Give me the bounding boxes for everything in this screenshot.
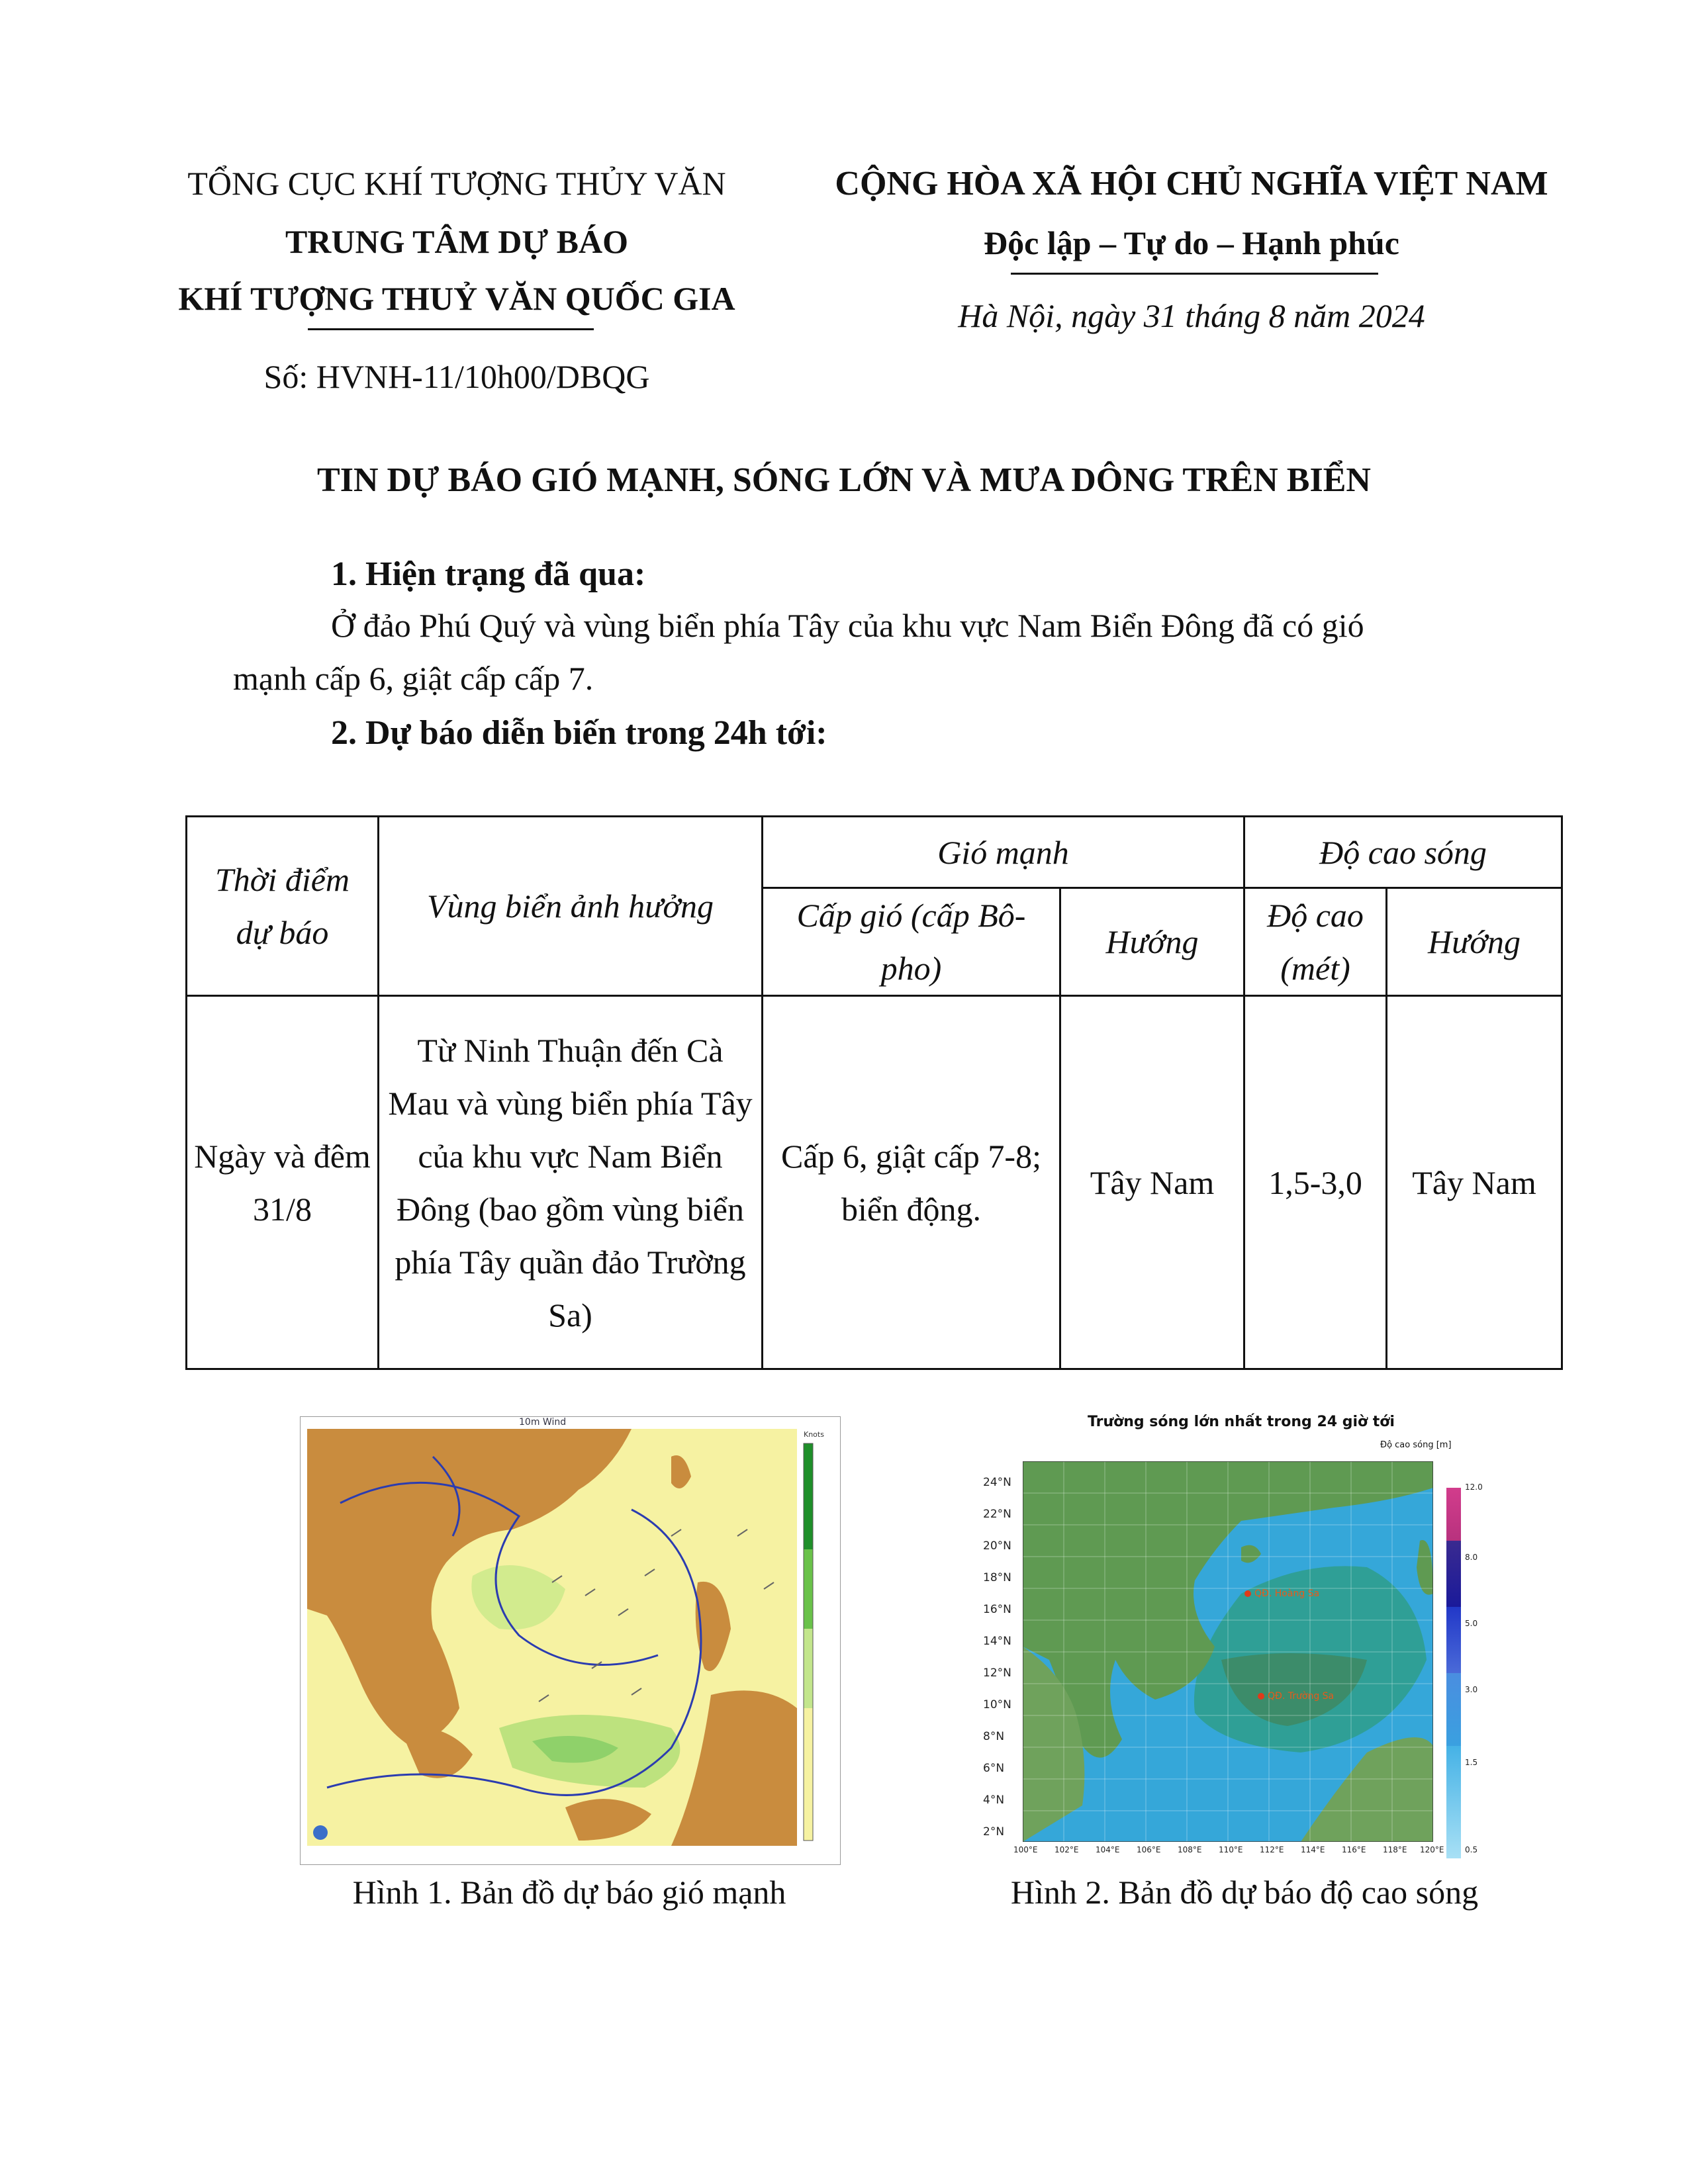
lat-label: 20°N (983, 1539, 1011, 1553)
lat-label: 22°N (983, 1508, 1011, 1521)
lon-label: 102°E (1055, 1845, 1079, 1854)
label-truong-sa: QĐ. Trường Sa (1268, 1691, 1335, 1702)
wave-legend-tick: 8.0 (1465, 1553, 1478, 1562)
lat-label: 18°N (983, 1571, 1011, 1584)
wave-legend-bar (1446, 1488, 1461, 1858)
lat-label: 4°N (983, 1794, 1005, 1807)
lon-label: 118°E (1383, 1845, 1407, 1854)
wind-forecast-map (300, 1416, 841, 1865)
wave-legend-tick: 3.0 (1465, 1685, 1478, 1694)
country-name: CỘNG HÒA XÃ HỘI CHỦ NGHĨA VIỆT NAM (835, 165, 1548, 203)
figure1-caption: Hình 1. Bản đồ dự báo gió mạnh (352, 1874, 786, 1911)
lat-label: 14°N (983, 1635, 1011, 1648)
lat-label: 8°N (983, 1730, 1005, 1743)
header-wave-height: Độ cao (mét) (1244, 888, 1387, 996)
section1-text-line1: Ở đảo Phú Quý và vùng biển phía Tây của khu vực Nam Biển Đông đã có gió (331, 607, 1364, 644)
header-time: Thời điểm dự báo (187, 817, 379, 996)
doc-number: Số: HVNH-11/10h00/DBQG (263, 358, 650, 395)
agency-line1: TRUNG TÂM DỰ BÁO (285, 223, 629, 260)
forecast-table (185, 815, 1563, 1370)
section1-heading: 1. Hiện trạng đã qua: (331, 555, 646, 593)
cell-time: Ngày và đêm 31/8 (187, 996, 379, 1369)
wave-legend-tick: 5.0 (1465, 1619, 1478, 1628)
header-wind-level: Cấp gió (cấp Bô-pho) (763, 888, 1060, 996)
cell-area: Từ Ninh Thuận đến Cà Mau và vùng biển phía Tây của khu vực Nam Biển Đông (bao gồm vùng biển phía Tây quần đảo Trường Sa) (379, 996, 763, 1369)
table-row (187, 996, 1562, 1369)
wave-map-title: Trường sóng lớn nhất trong 24 giờ tới (1088, 1414, 1395, 1430)
wind-colorbar-label: Knots (804, 1430, 824, 1439)
place-date: Hà Nội, ngày 31 tháng 8 năm 2024 (958, 297, 1425, 334)
header-wind: Gió mạnh (763, 817, 1244, 888)
wave-legend-tick: 0.5 (1465, 1845, 1478, 1854)
wave-legend-tick: 1.5 (1465, 1758, 1478, 1767)
motto-underline (1011, 273, 1378, 275)
cell-wave-direction: Tây Nam (1387, 996, 1562, 1369)
lat-label: 2°N (983, 1825, 1005, 1839)
lat-label: 16°N (983, 1603, 1011, 1616)
header-area: Vùng biển ảnh hưởng (379, 817, 763, 996)
lon-label: 100°E (1013, 1845, 1038, 1854)
lon-label: 106°E (1137, 1845, 1161, 1854)
table-header-row (187, 817, 1562, 888)
lon-label: 108°E (1178, 1845, 1202, 1854)
wind-map-graphic (301, 1417, 840, 1864)
lat-label: 12°N (983, 1666, 1011, 1680)
wave-legend-tick: 12.0 (1465, 1482, 1483, 1492)
section1-text-line2: mạnh cấp 6, giật cấp cấp 7. (233, 660, 594, 697)
lon-label: 110°E (1219, 1845, 1243, 1854)
wave-forecast-map (970, 1408, 1509, 1865)
cell-wind-direction: Tây Nam (1060, 996, 1244, 1369)
cell-wind-level: Cấp 6, giật cấp 7-8; biển động. (763, 996, 1060, 1369)
national-motto: Độc lập – Tự do – Hạnh phúc (984, 224, 1399, 261)
lon-label: 120°E (1420, 1845, 1444, 1854)
lon-label: 114°E (1301, 1845, 1325, 1854)
header-wind-direction: Hướng (1060, 888, 1244, 996)
wind-map-title: 10m Wind (519, 1417, 567, 1428)
cell-wave-height: 1,5-3,0 (1244, 996, 1387, 1369)
lon-label: 116°E (1342, 1845, 1366, 1854)
lat-label: 10°N (983, 1698, 1011, 1711)
header-wave-direction: Hướng (1387, 888, 1562, 996)
lat-label: 6°N (983, 1762, 1005, 1775)
header-wave: Độ cao sóng (1244, 817, 1562, 888)
lat-label: 24°N (983, 1476, 1011, 1489)
lon-label: 112°E (1260, 1845, 1284, 1854)
wave-map-graphic (1023, 1461, 1433, 1842)
agency-line2: KHÍ TƯỢNG THUỶ VĂN QUỐC GIA (178, 280, 735, 317)
lon-label: 104°E (1096, 1845, 1120, 1854)
agency-parent: TỔNG CỤC KHÍ TƯỢNG THỦY VĂN (187, 165, 726, 202)
section2-heading: 2. Dự báo diễn biến trong 24h tới: (331, 714, 827, 752)
label-hoang-sa: QĐ. Hoàng Sa (1254, 1588, 1320, 1599)
wave-legend-title: Độ cao sóng [m] (1380, 1440, 1452, 1450)
agency-underline (308, 328, 594, 330)
figure2-caption: Hình 2. Bản đồ dự báo độ cao sóng (1010, 1874, 1479, 1911)
document-title: TIN DỰ BÁO GIÓ MẠNH, SÓNG LỚN VÀ MƯA DÔNG TRÊN BIỂN (317, 461, 1371, 499)
